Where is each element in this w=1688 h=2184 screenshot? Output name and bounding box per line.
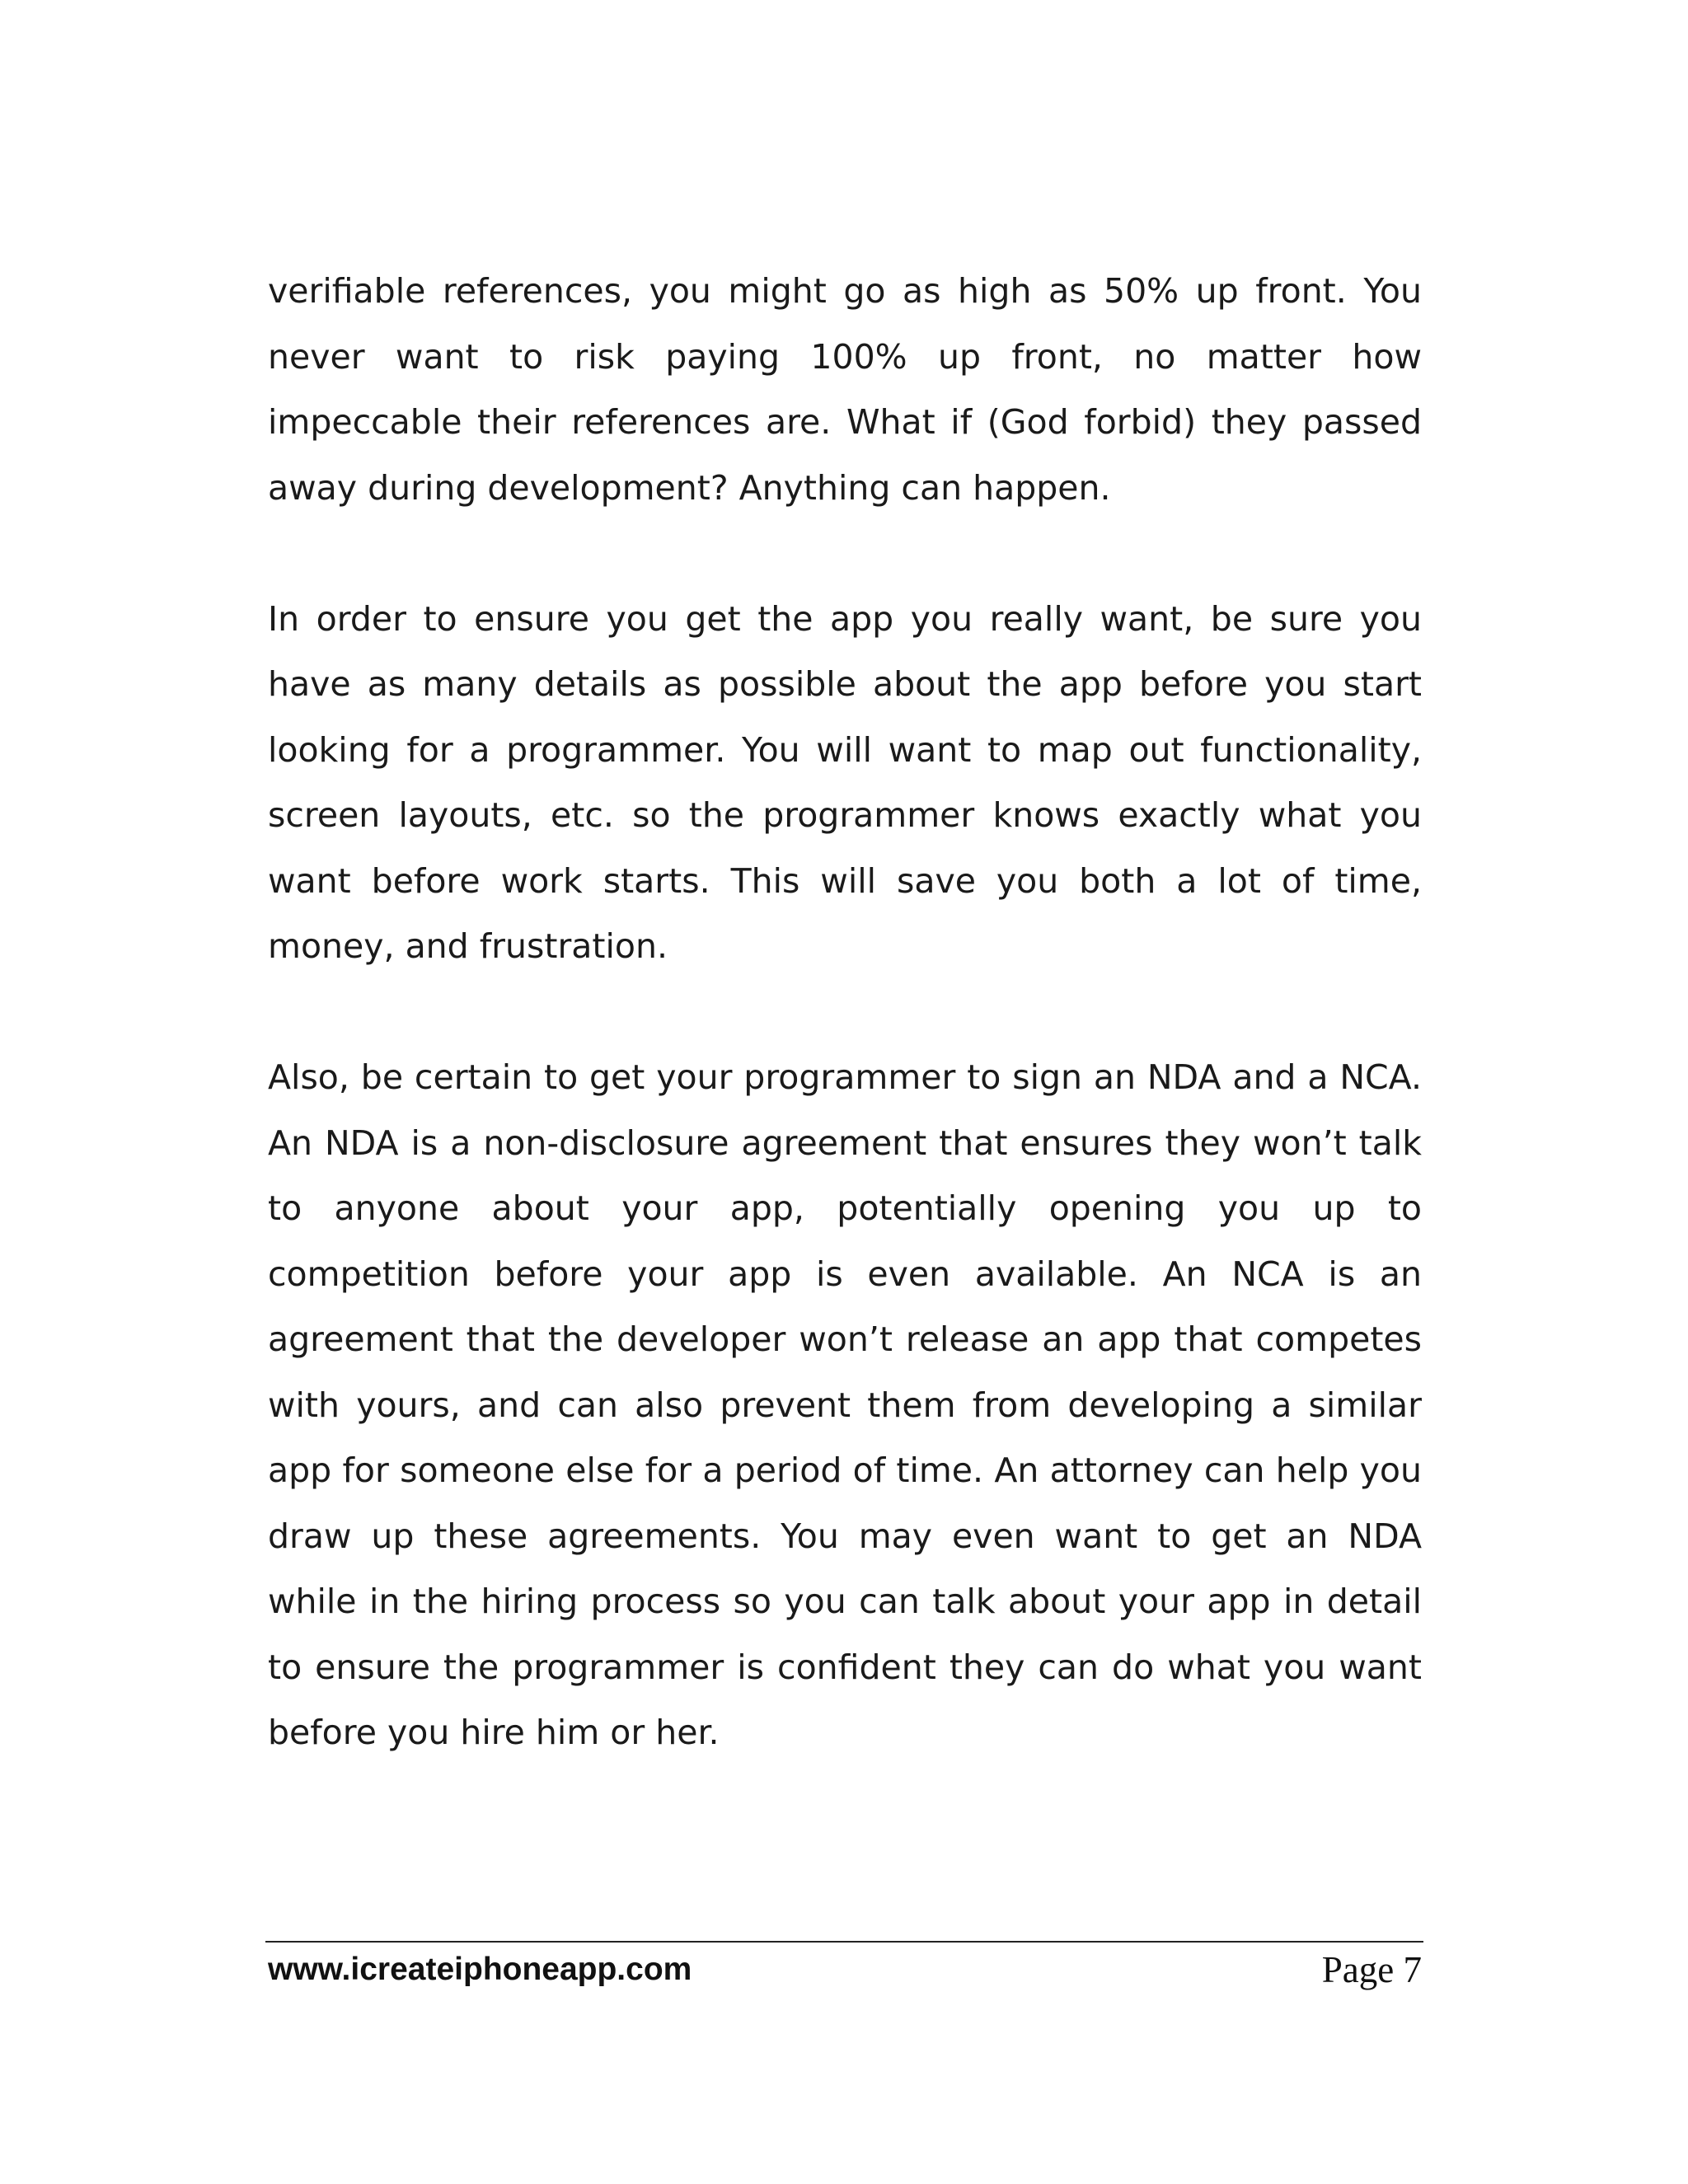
footer-website: www.icreateiphoneapp.com [268,1952,692,1987]
paragraph-nda-nca: Also, be certain to get your programmer to sign an NDA and a NCA. An NDA is a non-disclosure agreement that ensures they won’t talk to anyone about your app, potentially opening you up to competition before your app is even available. An NCA is an agreement that the developer won’t release an app that competes with yours, and can also prevent them from developing a similar app for someone else for a period of time. An attorney can help you draw up these agreements. You may even want to get an NDA while in the hiring process so you can talk about your app in detail to ensure the programmer is confident they can do what you want before you hire him or her. [268,1057,1422,1752]
page-number: Page 7 [1321,1949,1422,1990]
body-text [268,259,1422,1766]
paragraph-payment-references: verifiable references, you might go as high as 50% up front. You never want to risk paying 100% up front, no matter how impeccable their references are. What if (God forbid) they passed away during development? Anything can happen. [268,271,1422,508]
paragraph-app-details: In order to ensure you get the app you really want, be sure you have as many details as possible about the app before you start looking for a programmer. You will want to map out functionality, screen layouts, etc. so the programmer knows exactly what you want before work starts. This will save you both a lot of time, money, and frustration. [268,598,1422,966]
footer-divider [265,1941,1423,1943]
